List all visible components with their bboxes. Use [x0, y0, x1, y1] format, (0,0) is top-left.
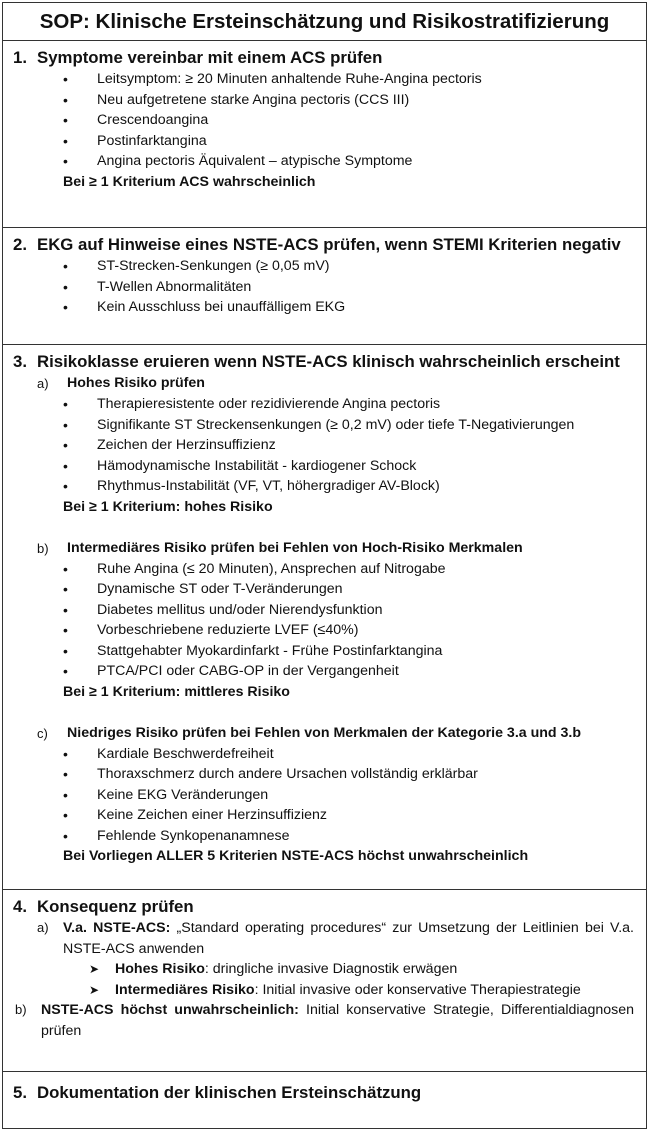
- list-item: • Vorbeschriebene reduzierte LVEF (≤40%): [11, 620, 638, 641]
- section-title: Symptome vereinbar mit einem ACS prüfen: [37, 48, 383, 67]
- list-item: • Signifikante ST Streckensenkungen (≥ 0,2 mV) oder tiefe T-Negativierungen: [11, 415, 638, 436]
- consequence-a-text: „Standard operating procedures“ zur Umsetzung der Leitlinien bei V.a. NSTE-ACS anwenden: [63, 920, 634, 957]
- consequence-b: [11, 1000, 638, 1041]
- list-item: • Dynamische ST oder T-Veränderungen: [11, 579, 638, 600]
- consequence-b-text: Initial konservative Strategie, Differentialdiagnosen prüfen: [41, 1002, 634, 1039]
- ekg-list: [11, 256, 638, 318]
- subsection-letter: a): [37, 920, 49, 935]
- low-risk-list: [11, 744, 638, 847]
- section-3: [3, 345, 646, 890]
- arrow-label: Hohes Risiko: [115, 961, 205, 977]
- arrow-item: [11, 980, 638, 1001]
- arrowhead-icon: ➤: [89, 982, 100, 997]
- subsection-title: Hohes Risiko prüfen: [67, 375, 205, 391]
- consequence-a-label: V.a. NSTE-ACS:: [63, 920, 171, 936]
- subsection-letter: b): [15, 1002, 27, 1017]
- list-item: • Ruhe Angina (≤ 20 Minuten), Ansprechen auf Nitrogabe: [11, 559, 638, 580]
- list-item: • Stattgehabter Myokardinfarkt - Frühe Postinfarktangina: [11, 641, 638, 662]
- subsection-a-heading: [11, 373, 638, 394]
- list-item: • Leitsymptom: ≥ 20 Minuten anhaltende Ruhe-Angina pectoris: [11, 69, 638, 90]
- section-title: EKG auf Hinweise eines NSTE-ACS prüfen, wenn STEMI Kriterien negativ: [37, 235, 621, 254]
- list-item: • Hämodynamische Instabilität - kardiogener Schock: [11, 456, 638, 477]
- list-item: • Keine EKG Veränderungen: [11, 785, 638, 806]
- section-3-heading: [11, 351, 638, 373]
- section-title: Konsequenz prüfen: [37, 897, 194, 916]
- criterion-text: Bei ≥ 1 Kriterium ACS wahrscheinlich: [63, 173, 316, 190]
- intermediate-risk-list: [11, 559, 638, 682]
- section-4: [3, 890, 646, 1072]
- arrow-item: [11, 959, 638, 980]
- section-number: 3.: [13, 352, 27, 371]
- subsection-c-heading: [11, 723, 638, 744]
- section-2-heading: [11, 234, 638, 256]
- list-item: • Diabetes mellitus und/oder Nierendysfunktion: [11, 600, 638, 621]
- symptom-list: [11, 69, 638, 172]
- sop-document: [2, 2, 647, 1129]
- list-item: • Angina pectoris Äquivalent – atypische Symptome: [11, 151, 638, 172]
- subsection-letter: c): [37, 725, 48, 741]
- list-item: • Therapieresistente oder rezidivierende Angina pectoris: [11, 394, 638, 415]
- list-item: • Thoraxschmerz durch andere Ursachen vollständig erklärbar: [11, 764, 638, 785]
- section-number: 2.: [13, 235, 27, 254]
- section-title: Dokumentation der klinischen Ersteinschätzung: [37, 1083, 422, 1102]
- list-item: • Crescendoangina: [11, 110, 638, 131]
- section-4-heading: [11, 896, 638, 918]
- section-1-heading: [11, 47, 638, 69]
- section-title: Risikoklasse eruieren wenn NSTE-ACS klinisch wahrscheinlich erscheint: [37, 352, 620, 371]
- section-5: [3, 1072, 646, 1128]
- arrow-text: : Initial invasive oder konservative Therapiestrategie: [254, 981, 581, 998]
- criterion-text: Bei ≥ 1 Kriterium: mittleres Risiko: [63, 683, 290, 700]
- subsection-letter: a): [37, 376, 49, 391]
- subsection-letter: b): [37, 540, 49, 556]
- list-item: • T-Wellen Abnormalitäten: [11, 277, 638, 298]
- section-number: 4.: [13, 897, 27, 916]
- list-item: • ST-Strecken-Senkungen (≥ 0,05 mV): [11, 256, 638, 277]
- list-item: • Kein Ausschluss bei unauffälligem EKG: [11, 297, 638, 318]
- section-2: [3, 228, 646, 345]
- arrow-label: Intermediäres Risiko: [115, 981, 255, 998]
- list-item: • Zeichen der Herzinsuffizienz: [11, 435, 638, 456]
- list-item: • Rhythmus-Instabilität (VF, VT, höhergradiger AV-Block): [11, 476, 638, 497]
- consequence-a: [11, 918, 638, 959]
- subsection-title: Intermediäres Risiko prüfen bei Fehlen von Hoch-Risiko Merkmalen: [67, 539, 523, 556]
- section-5-heading: [11, 1082, 638, 1104]
- criterion-text: Bei Vorliegen ALLER 5 Kriterien NSTE-ACS höchst unwahrscheinlich: [63, 848, 529, 864]
- list-item: • Kardiale Beschwerdefreiheit: [11, 744, 638, 765]
- list-item: • Keine Zeichen einer Herzinsuffizienz: [11, 805, 638, 826]
- document-title: SOP: Klinische Ersteinschätzung und Risikostratifizierung: [3, 3, 646, 41]
- list-item: • PTCA/PCI oder CABG-OP in der Vergangenheit: [11, 661, 638, 682]
- section-number: 1.: [13, 48, 27, 67]
- section-1: [3, 41, 646, 228]
- arrow-text: : dringliche invasive Diagnostik erwägen: [204, 961, 458, 977]
- list-item: • Neu aufgetretene starke Angina pectoris (CCS III): [11, 90, 638, 111]
- subsection-title: Niedriges Risiko prüfen bei Fehlen von Merkmalen der Kategorie 3.a und 3.b: [67, 724, 582, 741]
- subsection-b-heading: [11, 538, 638, 559]
- high-risk-list: [11, 394, 638, 497]
- section-number: 5.: [13, 1083, 27, 1102]
- arrowhead-icon: ➤: [89, 962, 100, 976]
- list-item: • Postinfarktangina: [11, 131, 638, 152]
- criterion-text: Bei ≥ 1 Kriterium: hohes Risiko: [63, 498, 273, 515]
- list-item: • Fehlende Synkopenanamnese: [11, 826, 638, 847]
- consequence-b-label: NSTE-ACS höchst unwahrscheinlich:: [41, 1002, 299, 1018]
